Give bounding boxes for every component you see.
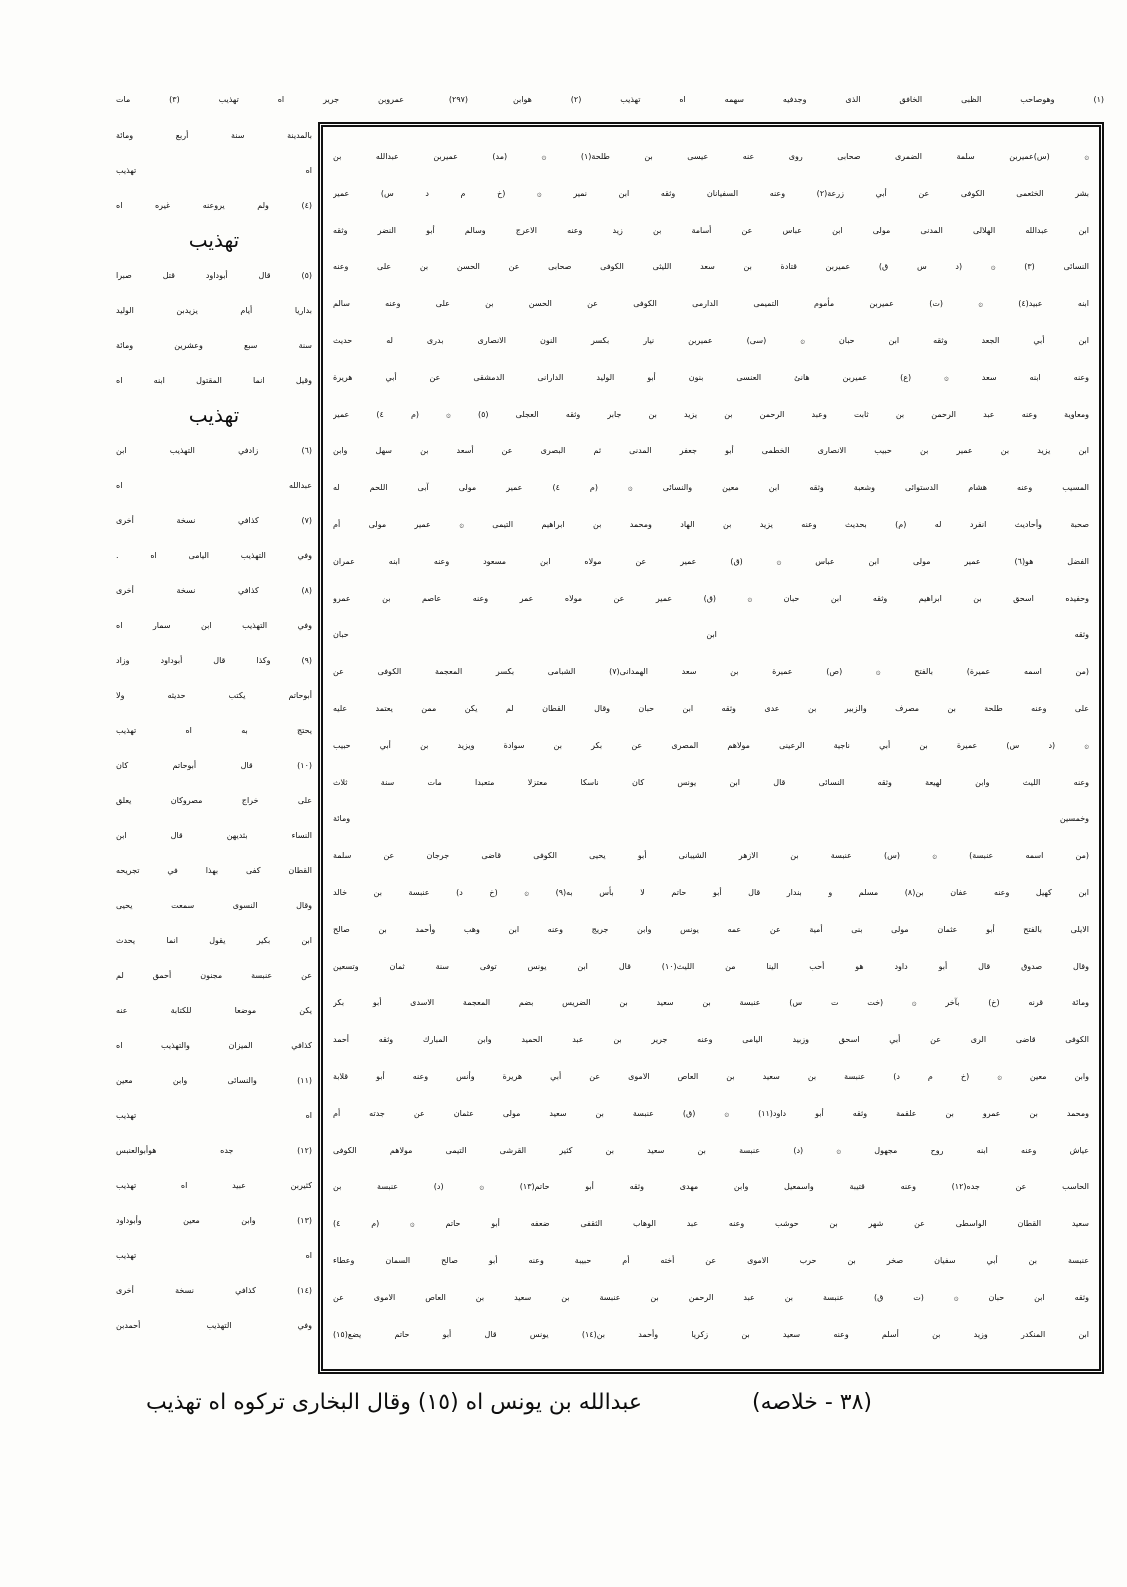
margin-note-line: يكن موضعا للكتابة عنه <box>116 1006 312 1015</box>
footer-footnote: عبدالله بن يونس اه (١٥) وقال البخارى تركوه اه تهذيب <box>146 1390 642 1415</box>
main-text-line: وثقه ابن حبان <box>333 630 1089 640</box>
margin-note-line: بداريا أيام يزيدبن الوليد <box>116 306 312 315</box>
margin-note-line-row <box>116 1273 312 1308</box>
margin-notes-column <box>116 118 312 1343</box>
main-text-line: ابن يزيد بن عمير بن حبيب الانصارى الخطمى أبو جعفر المدنى ثم البصرى عن أسعد بن سهل وابن <box>333 446 1089 456</box>
main-text-line-row <box>333 691 1089 728</box>
margin-note-line: وفي التهذيب أحمدبن <box>116 1321 312 1330</box>
margin-note-line-row <box>116 923 312 958</box>
margin-note-line-row <box>116 433 312 468</box>
signature-mark: (٣٨ - خلاصه) <box>752 1390 872 1415</box>
main-text-line-row <box>333 801 1089 838</box>
main-text-line-row <box>333 728 1089 765</box>
main-text-line-row <box>333 1096 1089 1133</box>
margin-note-line-row <box>116 363 312 398</box>
margin-note-line: النساء بثديهن قال ابن <box>116 831 312 840</box>
main-text-line-row <box>333 1206 1089 1243</box>
main-text-line: ومائة قرنه (خ) بآخر ۞ (خت ت س) عنبسة بن سعيد بن الضريس بضم المعجمة الاسدى أبو بكر <box>333 998 1089 1008</box>
margin-note-line-row <box>116 293 312 328</box>
margin-note-line: ابن بكير يقول انما يحدث <box>116 936 312 945</box>
main-text-line-row <box>333 581 1089 618</box>
margin-note-line-row <box>116 783 312 818</box>
main-text-line: ۞ (د س) عميرة بن أبي ناجية الرعينى مولاهم المصرى عن بكر بن سوادة ويزيد بن أبي حبيب <box>333 740 1089 750</box>
margin-note-line-row <box>116 818 312 853</box>
main-text-line: ابن عبدالله الهلالى المدنى مولى ابن عباس عن أسامة بن زيد وعنه الاعرج وسالم أبو النضر وثقه <box>333 225 1089 235</box>
margin-note-line: (٧) كذافي نسخة أخرى <box>116 516 312 525</box>
main-text-line: ابن المنكدر وزيد بن أسلم وعنه سعيد بن زكريا وأحمد بن(١٤) يونس قال أبو حاتم يضع(١٥) <box>333 1329 1089 1339</box>
margin-note-line-row <box>116 608 312 643</box>
margin-note-line: كذافي الميزان والتهذيب اه <box>116 1041 312 1050</box>
main-text-line-row <box>333 765 1089 802</box>
margin-note-line: أبوحاتم يكتب حديثه ولا <box>116 691 312 700</box>
main-text-line: النسائى (٣) ۞ (د س ق) عميربن قتادة بن سعد الليثى الكوفى صحابى عن الحسن بن على وعنه <box>333 262 1089 272</box>
main-text-line-row <box>333 433 1089 470</box>
margin-note-line: اه تهذيب <box>116 166 312 175</box>
main-text-line-row <box>333 1022 1089 1059</box>
header-footnote-left: عمروبن جرير اه تهذيب (٣) مات <box>116 95 404 104</box>
margin-note-line: وفي التهذيب ابن سمار اه <box>116 621 312 630</box>
margin-note-line: وقيل انما المقتول ابنه اه <box>116 376 312 385</box>
margin-note-line-row <box>116 1133 312 1168</box>
margin-note-line: (٤) ولم يروعنه غيره اه <box>116 201 312 210</box>
main-text-line: الكوفى قاضى الرى عن أبي اسحق وزبيد اليامى وعنه جرير بن عبد الحميد وابن المبارك وثقه أحمد <box>333 1035 1089 1045</box>
margin-note-line: (١٢) جده هوأبوالعنبس <box>116 1146 312 1155</box>
main-text-line: سعيد القطان الواسطى عن شهر بن حوشب وعنه عبد الوهاب الثقفى ضعفه أبو حاتم ۞ (م ٤) <box>333 1219 1089 1229</box>
main-text-line: وحفيده اسحق بن ابراهيم وثقه ابن حبان ۞ (ق) عمير عن مولاه عمر وعنه عاصم بن عمرو <box>333 593 1089 603</box>
main-text-line-row <box>333 1169 1089 1206</box>
main-text-line: الحاسب عن جده(١٢) وعنه قتيبة واسمعيل وابن مهدى وثقه أبو حاتم(١٣) ۞ (د) عنبسة بن <box>333 1182 1089 1192</box>
main-text-line-row <box>333 213 1089 250</box>
main-text-line-row <box>333 360 1089 397</box>
margin-note-line: كثيربن عبيد اه تهذيب <box>116 1181 312 1190</box>
margin-note-line-row <box>116 468 312 503</box>
margin-note-line-row <box>116 958 312 993</box>
margin-note-line: تهذيب <box>188 228 240 252</box>
main-text-line: ابنه عبيد(٤) ۞ (ت) عميربن مأموم التميمى الدارمى الكوفى عن الحسن بن على وعنه سالم <box>333 299 1089 309</box>
main-text-line-row <box>333 838 1089 875</box>
margin-note-line: عن عنبسة مجنون أحمق لم <box>116 971 312 980</box>
main-text-line: صحبة وأحاديث انفرد له (م) بحديث وعنه يزيد بن الهاد ومحمد بن ابراهيم التيمى ۞ عمير مولى أم <box>333 519 1089 529</box>
main-text-line-row <box>333 176 1089 213</box>
margin-note-line-row <box>116 398 312 433</box>
main-text-line: (من اسمه عنبسة) ۞ (س) عنبسة بن الازهر الشيبانى أبو يحيى الكوفى قاضى جرجان عن سلمة <box>333 851 1089 861</box>
margin-note-line: وفي التهذيب اليامى اه . <box>116 551 312 560</box>
margin-note-line: (١١) والنسائى وابن معين <box>116 1076 312 1085</box>
main-text-line: وثقه ابن حبان ۞ (ت ق) عنبسة بن عبد الرحمن بن عنبسة بن سعيد بن العاص الاموى عن <box>333 1292 1089 1302</box>
margin-note-line-row <box>116 1203 312 1238</box>
margin-note-line-row <box>116 258 312 293</box>
main-text-line-row <box>333 249 1089 286</box>
margin-note-line: عبدالله اه <box>116 481 312 490</box>
margin-note-line: يحتج به اه تهذيب <box>116 726 312 735</box>
margin-note-line-row <box>116 713 312 748</box>
main-text-line-row <box>333 470 1089 507</box>
margin-note-line: تهذيب <box>188 403 240 427</box>
main-text-line-row <box>333 544 1089 581</box>
margin-note-line-row <box>116 678 312 713</box>
main-text-line-row <box>333 1280 1089 1317</box>
running-header-text <box>116 95 1104 104</box>
margin-note-line-row <box>116 888 312 923</box>
margin-note-line: (٦) زادفي التهذيب ابن <box>116 446 312 455</box>
page-number: (٢٩٧) <box>448 95 469 104</box>
main-text-line-row <box>333 323 1089 360</box>
margin-note-line: (١٠) قال أبوحاتم كان <box>116 761 312 770</box>
margin-note-line-row <box>116 223 312 258</box>
running-header-footnotes <box>116 80 1104 120</box>
margin-note-line: (٩) وكذا قال أبوداود وزاد <box>116 656 312 665</box>
main-text-line-row <box>333 617 1089 654</box>
margin-note-line-row <box>116 643 312 678</box>
main-text-line-row <box>333 1243 1089 1280</box>
main-text-line: الفضل هو(٦) عمير مولى ابن عباس ۞ (ق) عمير عن مولاه ابن مسعود وعنه ابنه عمران <box>333 556 1089 566</box>
margin-note-line-row <box>116 503 312 538</box>
main-text-line: ومعاوية وعنه عبد الرحمن بن ثابت وعبد الرحمن بن يزيد بن جابر وثقه العجلى (٥) ۞ (م ٤) عمير <box>333 409 1089 419</box>
main-text-line-row <box>333 286 1089 323</box>
margin-note-line: بالمدينة سنة أربع ومائة <box>116 131 312 140</box>
margin-note-line: اه تهذيب <box>116 1111 312 1120</box>
main-text-line: وعنه ابنه سعد ۞ (ع) عميربن هانئ العنسى بنون أبو الوليد الدارانى الدمشقى عن أبي هريرة <box>333 372 1089 382</box>
margin-note-line-row <box>116 118 312 153</box>
main-text-frame <box>318 122 1104 1374</box>
margin-note-line-row <box>116 853 312 888</box>
margin-note-line-row <box>116 328 312 363</box>
main-text-line: بشر الخثعمى الكوفى عن أبي زرعة(٢) وعنه السفيانان وثقه ابن نمير ۞ (خ م د س) عمير <box>333 188 1089 198</box>
margin-note-line: اه تهذيب <box>116 1251 312 1260</box>
main-text-line-row <box>333 654 1089 691</box>
margin-note-line: (١٣) وابن معين وأبوداود <box>116 1216 312 1225</box>
main-text-line: ۞ (س)عميربن سلمة الضمرى صحابى روى عنه عيسى بن طلحة(١) ۞ (مد) عميربن عبدالله بن <box>333 152 1089 161</box>
main-text-line: عياش وعنه ابنه روح مجهول ۞ (د) عنبسة بن سعيد بن كثير القرشى التيمى مولاهم الكوفى <box>333 1145 1089 1155</box>
margin-note-line-row <box>116 188 312 223</box>
margin-note-line-row <box>116 1028 312 1063</box>
main-text-line: ومحمد بن عمرو بن علقمة وثقه أبو داود(١١) ۞ (ق) عنبسة بن سعيد مولى عثمان عن جدته أم <box>333 1108 1089 1118</box>
margin-note-line-row <box>116 1308 312 1343</box>
main-text-line-row <box>333 949 1089 986</box>
main-text-line: وابن معين ۞ (خ م د) عنبسة بن سعيد بن العاص الاموى عن أبي هريرة وأنس وعنه أبو قلابة <box>333 1071 1089 1081</box>
margin-note-line: (٥) قال أبوداود قتل صبرا <box>116 271 312 280</box>
main-text-line: على وعنه طلحة بن مصرف والزبير بن عدى وثقه ابن حبان وقال القطان لم يكن ممن يعتمد عليه <box>333 703 1089 713</box>
margin-note-line-row <box>116 153 312 188</box>
margin-note-line: (٨) كذافي نسخة أخرى <box>116 586 312 595</box>
margin-note-line-row <box>116 573 312 608</box>
main-text-line: وقال صدوق قال أبو داود هو أحب الينا من الليث(١٠) قال ابن يونس توفى سنة ثمان وتسعين <box>333 961 1089 971</box>
main-text-line: ابن كهيل وعنه عفان بن(٨) مسلم و بندار قال أبو حاتم لا بأس به(٩) ۞ (خ د) عنبسة بن خالد <box>333 887 1089 897</box>
main-text-line-row <box>333 912 1089 949</box>
margin-note-line-row <box>116 1168 312 1203</box>
main-text-line-row <box>333 1133 1089 1170</box>
margin-note-line-row <box>116 1098 312 1133</box>
main-text-line-row <box>333 507 1089 544</box>
main-text-line-row <box>333 139 1089 176</box>
margin-note-line-row <box>116 1063 312 1098</box>
main-text-line: وخمسين ومائة <box>333 814 1089 824</box>
main-text-line: عنبسة بن أبي سفيان صخر بن حرب الاموى عن أخته أم حبيبة وعنه أبو صالح السمان وعطاء <box>333 1255 1089 1265</box>
margin-note-line: القطان كفى بهذا في تجريحه <box>116 866 312 875</box>
main-text-line: وعنه الليث وابن لهيعة وثقه النسائى قال ابن يونس كان ناسكا معتزلا متعبدا مات سنة ثلاث <box>333 777 1089 787</box>
main-text-body <box>333 139 1089 1353</box>
margin-note-line: وقال النسوى سمعت يحيى <box>116 901 312 910</box>
header-footnote-right: (١) وهوصاحب الظبى الخافق الذى وجدفيه سهمه اه تهذيب (٢) هوابن <box>512 95 1104 104</box>
margin-note-line: على خراج مصروكان يعلق <box>116 796 312 805</box>
margin-note-line-row <box>116 538 312 573</box>
main-text-line-row <box>333 1059 1089 1096</box>
margin-note-line-row <box>116 1238 312 1273</box>
main-text-line: الايلى بالفتح أبو عثمان مولى بنى أمية عن عمه يونس وابن جريج وعنه ابن وهب وأحمد بن صالح <box>333 924 1089 934</box>
main-text-line-row <box>333 985 1089 1022</box>
main-text-line-row <box>333 1317 1089 1354</box>
main-text-line: (من اسمه عميرة) بالفتح ۞ (ص) عميرة بن سعد الهمدانى(٧) الشبامى بكسر المعجمة الكوفى عن <box>333 667 1089 677</box>
margin-note-line-row <box>116 993 312 1028</box>
main-text-line: المسيب وعنه هشام الدستوائى وشعبة وثقه ابن معين والنسائى ۞ (م ٤) عمير مولى آبى اللحم له <box>333 483 1089 493</box>
main-text-line-row <box>333 397 1089 434</box>
margin-note-line: (١٤) كذافي نسخة أخرى <box>116 1286 312 1295</box>
main-text-line: ابن أبي الجعد وثقه ابن حبان ۞ (سى) عميربن نيار بكسر النون الانصارى بدرى له حديث <box>333 335 1089 345</box>
margin-note-line: سنة سبع وعشرين ومائة <box>116 341 312 350</box>
main-text-line-row <box>333 875 1089 912</box>
margin-note-line-row <box>116 748 312 783</box>
